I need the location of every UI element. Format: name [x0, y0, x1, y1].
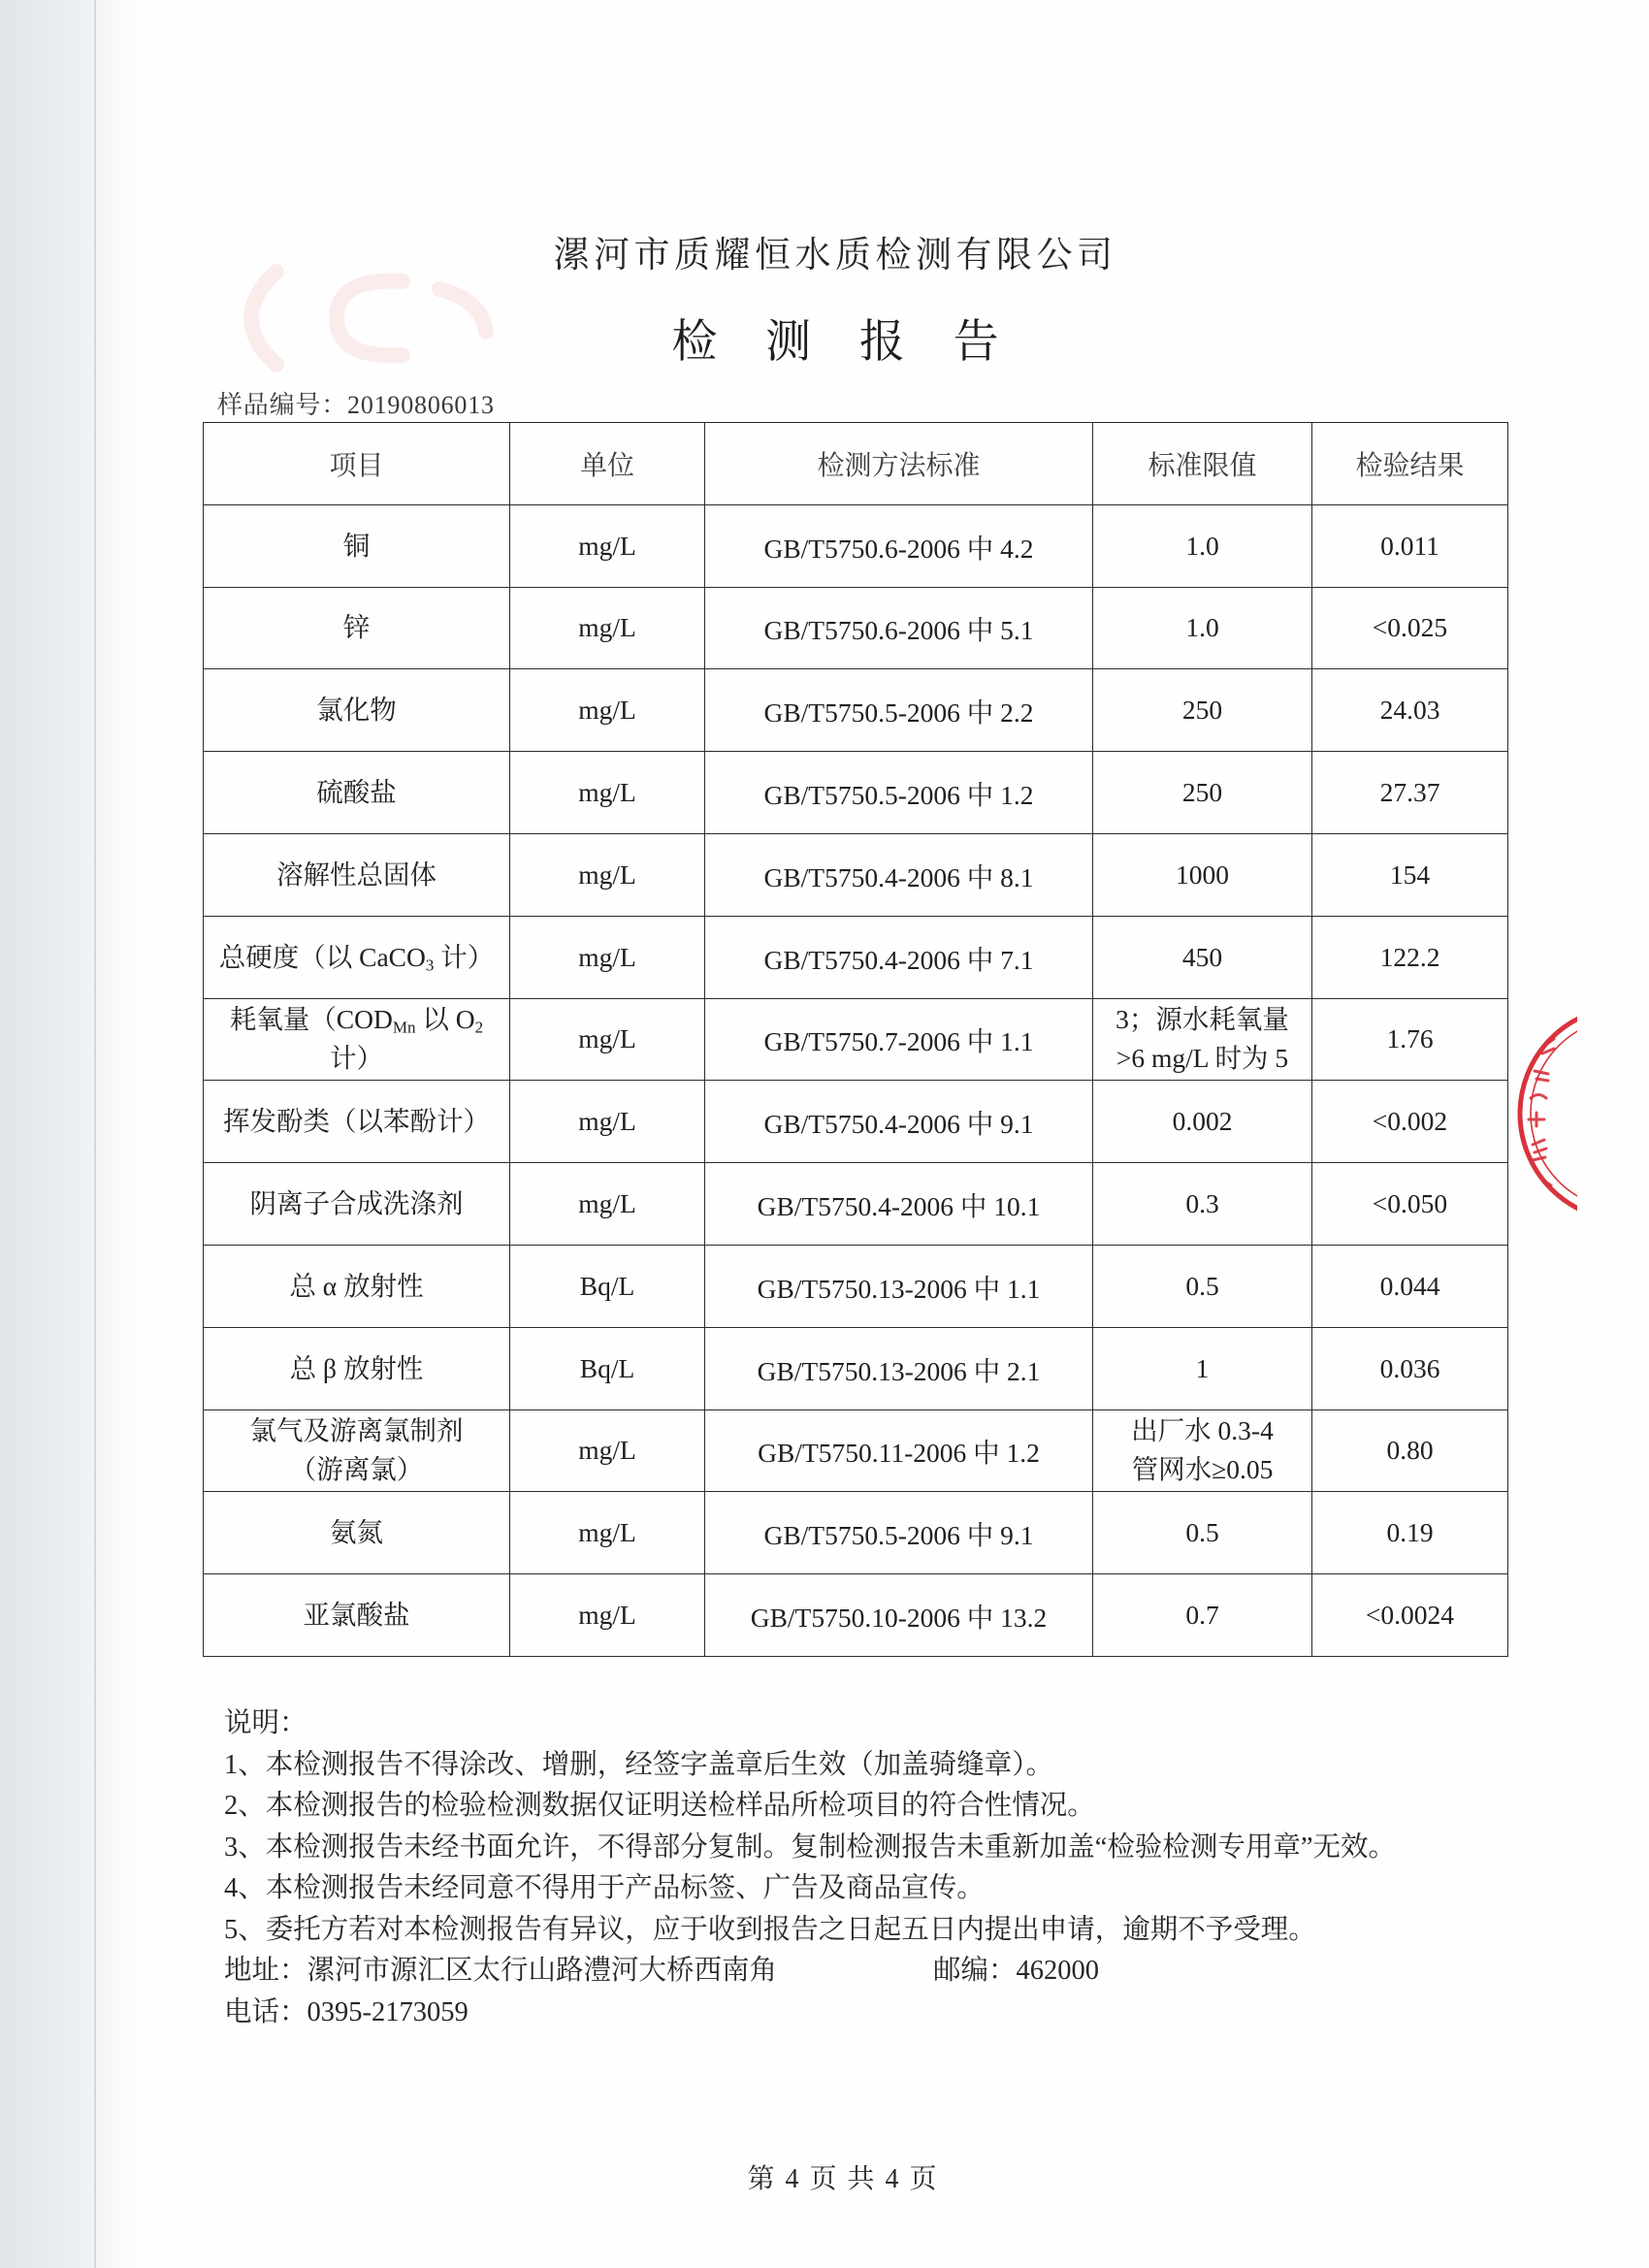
phone-text: 电话：0395-2173059	[224, 1996, 469, 2027]
note-item: 5、委托方若对本检测报告有异议，应于收到报告之日起五日内提出申请，逾期不予受理。	[224, 1914, 1316, 1945]
seam-seal-stamp	[1494, 989, 1649, 1242]
item-text: 氨氮	[330, 1517, 383, 1548]
unit-cell: mg/L	[510, 998, 705, 1081]
subscript-text: 3	[425, 955, 435, 974]
limit-line: >6 mg/L 时为 5	[1116, 1043, 1289, 1074]
limit-cell	[1093, 916, 1312, 998]
scan-edge-shadow	[0, 0, 146, 2268]
result-cell: 122.2	[1312, 916, 1508, 998]
table-row	[204, 833, 1508, 916]
result-cell: 24.03	[1312, 669, 1508, 752]
table-row	[204, 998, 1508, 1081]
limit-line: 0.7	[1185, 1600, 1219, 1631]
item-text: 总 β 放射性	[289, 1352, 424, 1383]
faint-stamp-mark	[209, 260, 500, 376]
limit-cell	[1093, 587, 1312, 669]
limit-line: 250	[1181, 695, 1223, 726]
sample-number-value: 20190806013	[347, 391, 495, 419]
item-line	[210, 1184, 503, 1223]
limit-cell	[1093, 1245, 1312, 1327]
limit-line: 1	[1195, 1352, 1210, 1383]
table-body	[204, 504, 1508, 1656]
item-cell	[204, 1163, 510, 1246]
limit-line: 250	[1181, 777, 1223, 808]
results-table	[203, 422, 1508, 1657]
item-text: 总硬度（以 CaCO	[218, 941, 426, 972]
note-item: 2、本检测报告的检验检测数据仅证明送检样品所检项目的符合性情况。	[224, 1791, 1095, 1821]
table-row	[204, 587, 1508, 669]
method-cell: GB/T5750.5-2006 中 2.2	[705, 669, 1093, 752]
method-cell: GB/T5750.4-2006 中 10.1	[705, 1163, 1093, 1246]
item-cell	[204, 833, 510, 916]
result-cell: 27.37	[1312, 752, 1508, 834]
method-cell: GB/T5750.13-2006 中 1.1	[705, 1245, 1093, 1327]
limit-cell	[1093, 1409, 1312, 1492]
unit-cell: mg/L	[510, 916, 705, 998]
address-line	[224, 1951, 1396, 1993]
note-item: 1、本检测报告不得涂改、增删，经签字盖章后生效（加盖骑缝章）。	[224, 1749, 1054, 1780]
unit-cell: mg/L	[510, 1081, 705, 1163]
method-cell: GB/T5750.4-2006 中 9.1	[705, 1081, 1093, 1163]
item-cell	[204, 1574, 510, 1657]
result-cell: <0.0024	[1312, 1574, 1508, 1657]
item-text: 以 O	[415, 1004, 475, 1035]
item-text: 氯气及游离氯制剂	[249, 1415, 464, 1446]
limit-line: 0.002	[1172, 1106, 1233, 1137]
item-cell	[204, 916, 510, 998]
limit-cell	[1093, 504, 1312, 587]
unit-cell: Bq/L	[510, 1327, 705, 1409]
unit-cell: mg/L	[510, 1574, 705, 1657]
notes-section	[224, 1703, 1396, 2033]
table-row	[204, 1492, 1508, 1574]
method-cell: GB/T5750.6-2006 中 5.1	[705, 587, 1093, 669]
result-cell: 0.044	[1312, 1245, 1508, 1327]
item-line	[210, 1267, 503, 1306]
page-number: 第 4 页 共 4 页	[747, 2164, 939, 2194]
unit-cell: mg/L	[510, 504, 705, 587]
limit-cell	[1093, 669, 1312, 752]
column-header-unit: 单位	[510, 423, 705, 505]
method-cell: GB/T5750.7-2006 中 1.1	[705, 998, 1093, 1081]
limit-line: 0.5	[1185, 1270, 1219, 1301]
item-line	[210, 1450, 503, 1489]
result-cell: 154	[1312, 833, 1508, 916]
unit-cell: mg/L	[510, 669, 705, 752]
item-cell	[204, 1081, 510, 1163]
method-cell: GB/T5750.4-2006 中 7.1	[705, 916, 1093, 998]
table-header-row	[204, 423, 1508, 505]
column-header-result: 检验结果	[1312, 423, 1508, 505]
unit-cell: mg/L	[510, 1409, 705, 1492]
paper-edge-line	[94, 0, 96, 2268]
sample-number-line	[217, 389, 495, 422]
item-line	[210, 691, 503, 729]
result-cell: 0.036	[1312, 1327, 1508, 1409]
method-cell: GB/T5750.10-2006 中 13.2	[705, 1574, 1093, 1657]
item-text: 铜	[342, 530, 371, 561]
note-item: 4、本检测报告未经同意不得用于产品标签、广告及商品宣传。	[224, 1873, 985, 1903]
notes-heading: 说明：	[224, 1708, 307, 1738]
result-cell: 0.19	[1312, 1492, 1508, 1574]
item-line	[210, 1000, 503, 1039]
limit-cell	[1093, 752, 1312, 834]
unit-cell: Bq/L	[510, 1245, 705, 1327]
table-row	[204, 916, 1508, 998]
limit-line: 0.5	[1185, 1517, 1219, 1548]
item-line	[210, 1102, 503, 1141]
limit-line: 1.0	[1185, 612, 1219, 643]
item-line	[210, 773, 503, 812]
limit-line: 1.0	[1185, 530, 1219, 561]
limit-line: 出厂水 0.3-4	[1131, 1415, 1274, 1446]
item-text: 硫酸盐	[316, 777, 397, 808]
unit-cell: mg/L	[510, 752, 705, 834]
table-row	[204, 1409, 1508, 1492]
result-cell: <0.050	[1312, 1163, 1508, 1246]
limit-cell	[1093, 1163, 1312, 1246]
table-row	[204, 1574, 1508, 1657]
item-text: 总 α 放射性	[289, 1270, 424, 1301]
result-cell: 0.80	[1312, 1409, 1508, 1492]
item-text: 计）	[330, 1043, 383, 1074]
table-row	[204, 752, 1508, 834]
item-cell	[204, 752, 510, 834]
subscript-text: 2	[474, 1018, 484, 1037]
item-cell	[204, 669, 510, 752]
item-text: 亚氯酸盐	[303, 1600, 410, 1631]
limit-line: 0.3	[1185, 1188, 1219, 1219]
method-cell: GB/T5750.11-2006 中 1.2	[705, 1409, 1093, 1492]
item-text: 计）	[434, 941, 495, 972]
unit-cell: mg/L	[510, 1492, 705, 1574]
result-cell: <0.025	[1312, 587, 1508, 669]
limit-cell	[1093, 998, 1312, 1081]
sample-number-label: 样品编号：	[217, 391, 348, 419]
item-cell	[204, 504, 510, 587]
table-row	[204, 1163, 1508, 1246]
item-cell	[204, 587, 510, 669]
method-cell: GB/T5750.6-2006 中 4.2	[705, 504, 1093, 587]
item-text: 锌	[342, 612, 371, 643]
limit-cell	[1093, 1574, 1312, 1657]
note-item: 3、本检测报告未经书面允许，不得部分复制。复制检测报告未重新加盖“检验检测专用章”无效。	[224, 1831, 1397, 1863]
address-text: 地址：漯河市源汇区太行山路澧河大桥西南角	[224, 1956, 778, 1986]
item-cell	[204, 1492, 510, 1574]
column-header-limit: 标准限值	[1093, 423, 1312, 505]
item-line	[210, 527, 503, 566]
report-title: 检 测 报 告	[671, 317, 999, 368]
limit-line: 3；源水耗氧量	[1116, 1004, 1289, 1035]
table-row	[204, 504, 1508, 587]
limit-cell	[1093, 1081, 1312, 1163]
result-cell: 1.76	[1312, 998, 1508, 1081]
unit-cell: mg/L	[510, 833, 705, 916]
item-line	[210, 938, 503, 977]
result-cell: <0.002	[1312, 1081, 1508, 1163]
item-text: 氯化物	[316, 695, 397, 726]
item-text: 耗氧量（COD	[229, 1004, 393, 1035]
limit-cell	[1093, 1327, 1312, 1409]
item-line	[210, 1596, 503, 1635]
limit-line: 管网水≥0.05	[1131, 1454, 1274, 1485]
unit-cell: mg/L	[510, 1163, 705, 1246]
item-line	[210, 1411, 503, 1450]
item-line	[210, 1513, 503, 1552]
item-cell	[204, 998, 510, 1081]
item-text: 挥发酚类（以苯酚计）	[223, 1106, 490, 1137]
item-text: 阴离子合成洗涤剂	[249, 1188, 464, 1219]
method-cell: GB/T5750.5-2006 中 9.1	[705, 1492, 1093, 1574]
method-cell: GB/T5750.5-2006 中 1.2	[705, 752, 1093, 834]
column-header-item: 项目	[204, 423, 510, 505]
item-line	[210, 608, 503, 647]
table-row	[204, 1327, 1508, 1409]
method-cell: GB/T5750.13-2006 中 2.1	[705, 1327, 1093, 1409]
item-cell	[204, 1327, 510, 1409]
limit-cell	[1093, 1492, 1312, 1574]
unit-cell: mg/L	[510, 587, 705, 669]
item-cell	[204, 1245, 510, 1327]
method-cell: GB/T5750.4-2006 中 8.1	[705, 833, 1093, 916]
item-line	[210, 1349, 503, 1388]
subscript-text: Mn	[392, 1018, 416, 1037]
item-line	[210, 856, 503, 894]
item-text: 溶解性总固体	[276, 859, 436, 890]
company-name: 漯河市质耀恒水质检测有限公司	[553, 236, 1117, 275]
postcode-text: 邮编：462000	[933, 1956, 1100, 1986]
item-text: （游离氯）	[289, 1454, 424, 1485]
result-cell: 0.011	[1312, 504, 1508, 587]
table-row	[204, 1081, 1508, 1163]
item-line	[210, 1039, 503, 1078]
table-row	[204, 1245, 1508, 1327]
limit-line: 450	[1181, 941, 1223, 972]
table-row	[204, 669, 1508, 752]
limit-cell	[1093, 833, 1312, 916]
item-cell	[204, 1409, 510, 1492]
limit-line: 1000	[1176, 859, 1229, 890]
column-header-method: 检测方法标准	[705, 423, 1093, 505]
